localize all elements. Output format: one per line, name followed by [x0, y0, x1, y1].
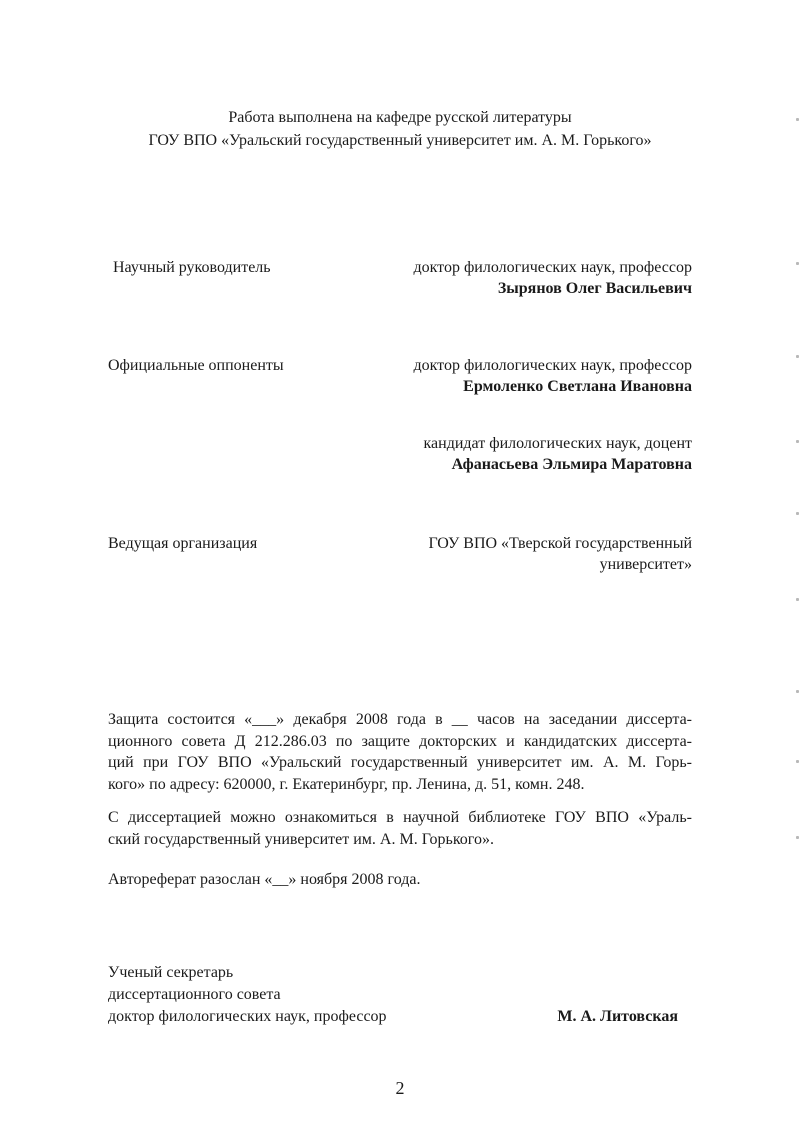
supervisor-info [413, 257, 692, 299]
opponent-second-name: Афанасьева Эльмира Маратовна [451, 456, 692, 473]
opponent-first-title: доктор филологических наук, профессор [413, 357, 692, 374]
page-number: 2 [395, 1078, 405, 1098]
distribution-text: Автореферат разослан «__» ноября 2008 года. [108, 871, 421, 888]
header-line-university: ГОУ ВПО «Уральский государственный университет им. А. М. Горького» [148, 132, 652, 149]
defense-line: ций при ГОУ ВПО «Уральский государственный университет им. А. М. Горь- [108, 754, 692, 771]
organization-line-1: ГОУ ВПО «Тверской государственный [428, 535, 692, 552]
opponent-first-info [413, 355, 692, 397]
opponent-second-info [424, 433, 693, 475]
opponents-label: Официальные оппоненты [108, 357, 284, 374]
signature-council: диссертационного совета [108, 986, 281, 1003]
library-paragraph [108, 807, 692, 850]
signature-degree: доктор филологических наук, профессор [108, 1008, 387, 1025]
opponent-second-title: кандидат филологических наук, доцент [423, 435, 692, 452]
opponent-first-name: Ермоленко Светлана Ивановна [463, 378, 692, 395]
supervisor-title: доктор филологических наук, профессор [413, 259, 692, 276]
organization-label: Ведущая организация [108, 535, 258, 552]
institution-header [0, 106, 800, 152]
signature-name: М. А. Литовская [557, 1008, 678, 1025]
signature-role: Ученый секретарь [108, 964, 234, 981]
library-line: С диссертацией можно ознакомиться в научной библиотеке ГОУ ВПО «Ураль- [108, 809, 692, 826]
header-line-department: Работа выполнена на кафедре русской литературы [228, 109, 572, 126]
supervisor-name: Зырянов Олег Васильевич [497, 280, 692, 297]
organization-line-2: университет» [599, 556, 692, 573]
defense-paragraph [108, 709, 692, 795]
defense-line: кого» по адресу: 620000, г. Екатеринбург, пр. Ленина, д. 51, комн. 248. [108, 775, 585, 793]
defense-line: ционного совета Д 212.286.03 по защите докторских и кандидатских диссерта- [108, 732, 692, 750]
scan-edge-artifacts [790, 0, 800, 1131]
defense-line: Защита состоится «___» декабря 2008 года в __ часов на заседании диссерта- [108, 711, 692, 728]
signature-block [108, 962, 688, 1028]
library-line: ский государственный университет им. А. М. Горького». [108, 830, 494, 848]
distribution-paragraph [108, 869, 692, 891]
organization-info [428, 533, 692, 575]
supervisor-label: Научный руководитель [113, 259, 271, 276]
